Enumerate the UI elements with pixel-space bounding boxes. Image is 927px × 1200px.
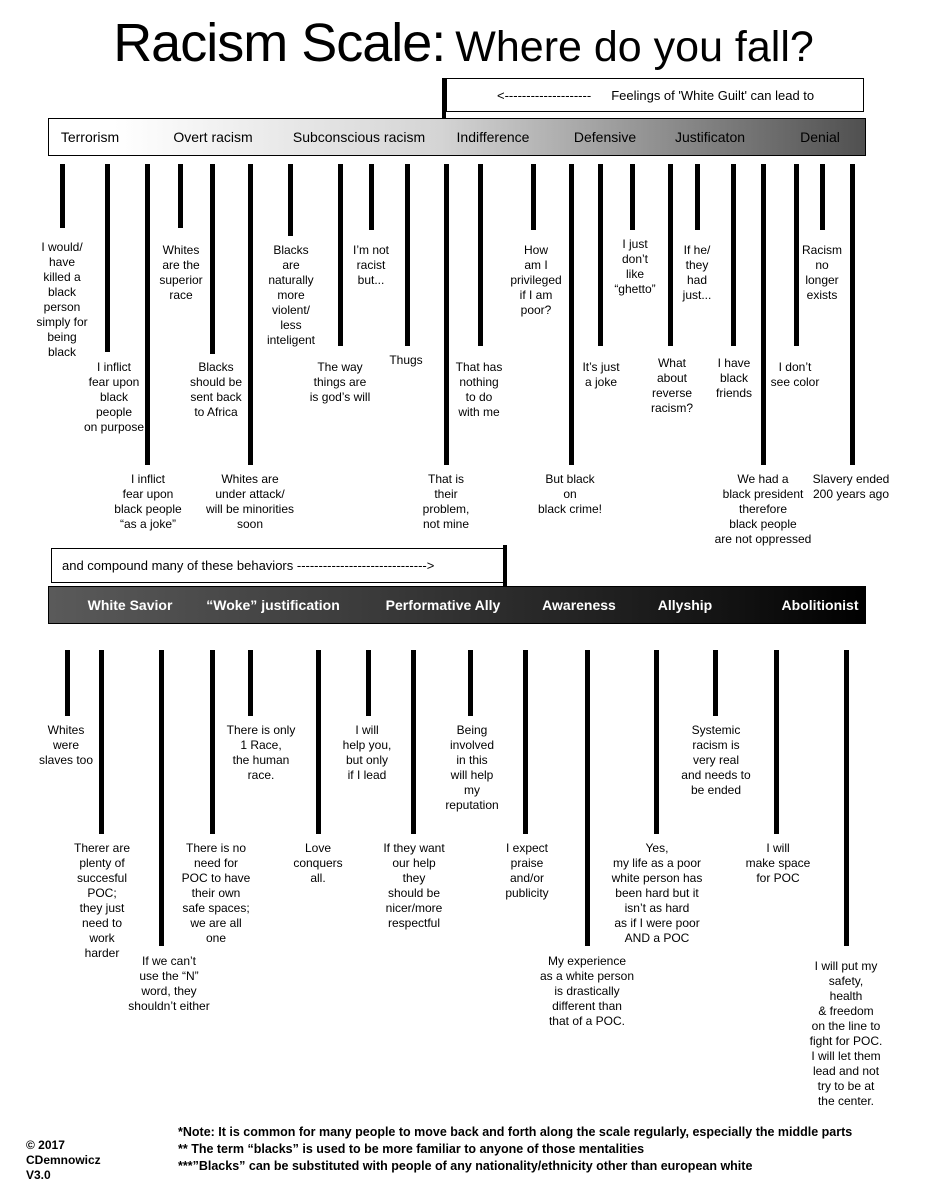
bottom-statement-3: If we can’t use the “N” word, they shouldn’t either bbox=[128, 954, 210, 1013]
top-statement-1: I would/ have killed a black person simply for being black bbox=[36, 240, 88, 359]
bottom-stick-9 bbox=[468, 650, 473, 716]
bottom-stick-2 bbox=[99, 650, 104, 834]
top-stick-13 bbox=[531, 164, 536, 230]
top-statement-12: That has nothing to do with me bbox=[455, 360, 503, 419]
top-stick-22 bbox=[820, 164, 825, 230]
top-stick-3 bbox=[145, 164, 150, 465]
top-statement-21: I don’t see color bbox=[770, 360, 820, 389]
copyright: © 2017 bbox=[26, 1138, 65, 1152]
top-stick-19 bbox=[731, 164, 736, 346]
bottom-statement-14: I will make space for POC bbox=[745, 841, 811, 885]
top-statement-13: How am I privileged if I am poor? bbox=[510, 243, 562, 317]
guilt-note-text: Feelings of 'White Guilt' can lead to bbox=[611, 87, 815, 103]
top-statement-14: But black on black crime! bbox=[537, 472, 602, 516]
top-scale-label-4: Indifference bbox=[456, 129, 530, 145]
bottom-statement-7: I will help you, but only if I lead bbox=[342, 723, 392, 782]
bottom-scale-label-6: Abolitionist bbox=[781, 597, 859, 613]
top-stick-14 bbox=[569, 164, 574, 465]
top-statement-9: I’m not racist but... bbox=[352, 243, 389, 287]
top-statement-2: I inflict fear upon black people on purpose bbox=[83, 360, 145, 434]
footnote-3: ***”Blacks” can be substituted with people of any nationality/ethnicity other than european white bbox=[178, 1159, 753, 1173]
bottom-statement-12: Yes, my life as a poor white person has been hard but it isn’t as hard as if I were poor AND a POC bbox=[611, 841, 703, 945]
top-scale-label-3: Subconscious racism bbox=[292, 129, 426, 145]
footnote-2: ** The term “blacks” is used to be more familiar to anyone of those mentalities bbox=[178, 1142, 645, 1156]
top-statement-22: Racism no longer exists bbox=[801, 243, 842, 302]
bottom-statement-9: Being involved in this will help my reputation bbox=[445, 723, 499, 812]
page-title bbox=[0, 12, 927, 74]
bottom-stick-13 bbox=[713, 650, 718, 716]
top-scale-label-1: Terrorism bbox=[60, 129, 120, 145]
top-stick-2 bbox=[105, 164, 110, 352]
compound-connector bbox=[503, 545, 507, 587]
bottom-scale-label-5: Allyship bbox=[657, 597, 713, 613]
top-statement-11: That is their problem, not mine bbox=[422, 472, 470, 531]
credit bbox=[26, 1138, 101, 1183]
bottom-stick-7 bbox=[366, 650, 371, 716]
bottom-statement-15: I will put my safety, health & freedom on the line to fight for POC. I will let them lead and not try to be at the center. bbox=[809, 959, 883, 1108]
top-statement-20: We had a black president therefore black people are not oppressed bbox=[714, 472, 812, 546]
bottom-scale-label-1: White Savior bbox=[87, 597, 173, 613]
bottom-stick-5 bbox=[248, 650, 253, 716]
top-stick-7 bbox=[288, 164, 293, 236]
top-stick-23 bbox=[850, 164, 855, 465]
top-statement-5: Blacks should be sent back to Africa bbox=[189, 360, 243, 419]
bottom-stick-15 bbox=[844, 650, 849, 946]
bottom-stick-12 bbox=[654, 650, 659, 834]
compound-note bbox=[51, 548, 505, 583]
top-statement-15: It’s just a joke bbox=[582, 360, 620, 389]
top-statement-18: If he/ they had just... bbox=[682, 243, 712, 302]
top-statement-7: Blacks are naturally more violent/ less inteligent bbox=[266, 243, 316, 347]
top-statement-4: Whites are the superior race bbox=[159, 243, 203, 302]
bottom-stick-14 bbox=[774, 650, 779, 834]
version: V3.0 bbox=[26, 1168, 51, 1182]
top-statement-23: Slavery ended 200 years ago bbox=[812, 472, 890, 501]
top-stick-9 bbox=[369, 164, 374, 230]
top-stick-10 bbox=[405, 164, 410, 346]
top-scale-label-7: Denial bbox=[800, 129, 840, 145]
top-statement-3: I inflict fear upon black people “as a joke” bbox=[114, 472, 182, 531]
footnotes bbox=[178, 1124, 852, 1175]
top-statement-16: I just don’t like “ghetto” bbox=[614, 237, 656, 296]
bottom-statement-6: Love conquers all. bbox=[293, 841, 343, 885]
top-statement-10: Thugs bbox=[389, 353, 423, 367]
top-stick-16 bbox=[630, 164, 635, 230]
guilt-connector bbox=[442, 78, 446, 118]
top-stick-18 bbox=[695, 164, 700, 230]
bottom-scale-label-4: Awareness bbox=[542, 597, 616, 613]
title-main: Racism Scale: bbox=[113, 13, 446, 73]
title-sub: Where do you fall? bbox=[455, 23, 814, 71]
top-stick-5 bbox=[210, 164, 215, 354]
footnote-1: *Note: It is common for many people to move back and forth along the scale regularly, especially the middle parts bbox=[178, 1125, 853, 1139]
top-statement-8: The way things are is god’s will bbox=[309, 360, 371, 404]
bottom-statement-13: Systemic racism is very real and needs to be ended bbox=[681, 723, 751, 797]
compound-note-text: and compound many of these behaviors ------------------------------> bbox=[62, 558, 435, 573]
bottom-scale-bar bbox=[48, 586, 866, 624]
top-statement-19: I have black friends bbox=[715, 356, 753, 400]
bottom-statement-5: There is only 1 Race, the human race. bbox=[226, 723, 296, 782]
bottom-stick-1 bbox=[65, 650, 70, 716]
bottom-statement-1: Whites were slaves too bbox=[38, 723, 94, 767]
bottom-statement-8: If they want our help they should be nicer/more respectful bbox=[383, 841, 445, 930]
bottom-scale-label-2: “Woke” justification bbox=[206, 597, 340, 613]
guilt-arrow: <-------------------- bbox=[497, 87, 592, 103]
bottom-stick-11 bbox=[585, 650, 590, 946]
bottom-statement-10: I expect praise and/or publicity bbox=[505, 841, 549, 900]
top-scale-label-5: Defensive bbox=[573, 129, 637, 145]
bottom-scale-label-3: Performative Ally bbox=[385, 597, 501, 613]
top-statement-17: What about reverse racism? bbox=[650, 356, 693, 415]
white-guilt-note bbox=[446, 78, 864, 112]
top-scale-bar bbox=[48, 118, 866, 156]
top-scale-label-2: Overt racism bbox=[173, 129, 253, 145]
bottom-statement-2: Therer are plenty of succesful POC; they just need to work harder bbox=[73, 841, 131, 960]
bottom-stick-10 bbox=[523, 650, 528, 834]
top-stick-4 bbox=[178, 164, 183, 228]
top-scale-label-6: Justificaton bbox=[674, 129, 746, 145]
top-stick-1 bbox=[60, 164, 65, 228]
author: CDemnowicz bbox=[26, 1153, 101, 1167]
top-statement-6: Whites are under attack/ will be minorities soon bbox=[205, 472, 295, 531]
bottom-statement-4: There is no need for POC to have their own safe spaces; we are all one bbox=[181, 841, 251, 945]
bottom-statement-11: My experience as a white person is drastically different than that of a POC. bbox=[539, 954, 635, 1028]
top-stick-20 bbox=[761, 164, 766, 465]
bottom-stick-8 bbox=[411, 650, 416, 834]
